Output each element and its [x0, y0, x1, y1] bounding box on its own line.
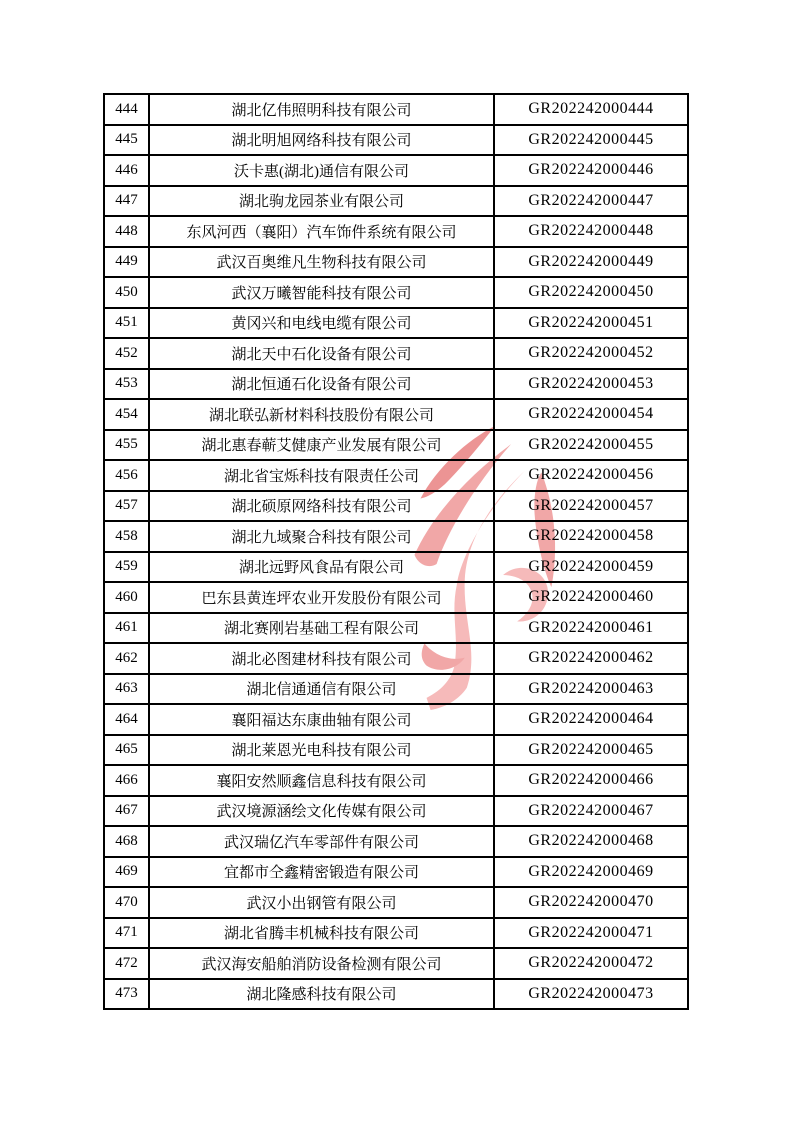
table-row: [104, 582, 688, 613]
certificate-code: GR202242000451: [494, 308, 688, 339]
certificate-code: GR202242000461: [494, 613, 688, 644]
table-row: [104, 277, 688, 308]
row-serial-number: 445: [104, 125, 149, 156]
row-serial-number: 463: [104, 674, 149, 705]
row-serial-number: 457: [104, 491, 149, 522]
row-serial-number: 473: [104, 979, 149, 1010]
company-name: 武汉海安船舶消防设备检测有限公司: [149, 948, 494, 979]
row-serial-number: 452: [104, 338, 149, 369]
row-serial-number: 470: [104, 887, 149, 918]
certificate-code: GR202242000454: [494, 399, 688, 430]
row-serial-number: 464: [104, 704, 149, 735]
company-name: 湖北省宝烁科技有限责任公司: [149, 460, 494, 491]
company-name: 湖北赛刚岩基础工程有限公司: [149, 613, 494, 644]
certificate-code: GR202242000450: [494, 277, 688, 308]
company-name: 湖北硕原网络科技有限公司: [149, 491, 494, 522]
company-name: 湖北必图建材科技有限公司: [149, 643, 494, 674]
company-name: 巴东县黄连坪农业开发股份有限公司: [149, 582, 494, 613]
certificate-code: GR202242000463: [494, 674, 688, 705]
certificate-code: GR202242000466: [494, 765, 688, 796]
table-row: [104, 796, 688, 827]
certificate-code: GR202242000470: [494, 887, 688, 918]
row-serial-number: 447: [104, 186, 149, 217]
row-serial-number: 459: [104, 552, 149, 583]
company-name: 湖北驹龙园茶业有限公司: [149, 186, 494, 217]
certificate-code: GR202242000444: [494, 94, 688, 125]
table-row: [104, 704, 688, 735]
company-name: 湖北恒通石化设备有限公司: [149, 369, 494, 400]
table-row: [104, 613, 688, 644]
table-row: [104, 948, 688, 979]
row-serial-number: 460: [104, 582, 149, 613]
row-serial-number: 453: [104, 369, 149, 400]
certificate-code: GR202242000453: [494, 369, 688, 400]
company-name: 湖北莱恩光电科技有限公司: [149, 735, 494, 766]
certificate-code: GR202242000472: [494, 948, 688, 979]
company-name: 黄冈兴和电线电缆有限公司: [149, 308, 494, 339]
company-name: 东风河西（襄阳）汽车饰件系统有限公司: [149, 216, 494, 247]
company-name: 武汉境源涵绘文化传媒有限公司: [149, 796, 494, 827]
certificate-code: GR202242000464: [494, 704, 688, 735]
certificate-code: GR202242000459: [494, 552, 688, 583]
company-name: 湖北惠春蕲艾健康产业发展有限公司: [149, 430, 494, 461]
row-serial-number: 455: [104, 430, 149, 461]
certificate-code: GR202242000465: [494, 735, 688, 766]
company-name: 武汉万曦智能科技有限公司: [149, 277, 494, 308]
company-name: 宜都市仝鑫精密锻造有限公司: [149, 857, 494, 888]
table-row: [104, 857, 688, 888]
certificate-table: [103, 93, 689, 1010]
table-row: [104, 338, 688, 369]
company-name: 湖北远野风食品有限公司: [149, 552, 494, 583]
table-row: [104, 887, 688, 918]
table-row: [104, 399, 688, 430]
table-row: [104, 460, 688, 491]
company-name: 湖北联弘新材料科技股份有限公司: [149, 399, 494, 430]
table-row: [104, 247, 688, 278]
table-row: [104, 216, 688, 247]
row-serial-number: 462: [104, 643, 149, 674]
table-row: [104, 308, 688, 339]
company-name: 襄阳安然顺鑫信息科技有限公司: [149, 765, 494, 796]
table-row: [104, 552, 688, 583]
company-name: 武汉小出钢管有限公司: [149, 887, 494, 918]
table-row: [104, 735, 688, 766]
certificate-code: GR202242000462: [494, 643, 688, 674]
table-row: [104, 643, 688, 674]
row-serial-number: 466: [104, 765, 149, 796]
table-row: [104, 491, 688, 522]
certificate-code: GR202242000471: [494, 918, 688, 949]
company-name: 湖北天中石化设备有限公司: [149, 338, 494, 369]
row-serial-number: 454: [104, 399, 149, 430]
certificate-code: GR202242000473: [494, 979, 688, 1010]
company-name: 湖北省腾丰机械科技有限公司: [149, 918, 494, 949]
table-row: [104, 186, 688, 217]
company-name: 湖北信通通信有限公司: [149, 674, 494, 705]
row-serial-number: 461: [104, 613, 149, 644]
table-row: [104, 826, 688, 857]
row-serial-number: 471: [104, 918, 149, 949]
certificate-code: GR202242000448: [494, 216, 688, 247]
row-serial-number: 444: [104, 94, 149, 125]
row-serial-number: 449: [104, 247, 149, 278]
table-row: [104, 674, 688, 705]
certificate-code: GR202242000456: [494, 460, 688, 491]
certificate-code: GR202242000446: [494, 155, 688, 186]
certificate-code: GR202242000460: [494, 582, 688, 613]
company-name: 湖北亿伟照明科技有限公司: [149, 94, 494, 125]
company-name: 湖北明旭网络科技有限公司: [149, 125, 494, 156]
row-serial-number: 446: [104, 155, 149, 186]
certificate-code: GR202242000469: [494, 857, 688, 888]
company-name: 沃卡惠(湖北)通信有限公司: [149, 155, 494, 186]
table-row: [104, 521, 688, 552]
certificate-code: GR202242000447: [494, 186, 688, 217]
row-serial-number: 448: [104, 216, 149, 247]
table-row: [104, 430, 688, 461]
company-name: 襄阳福达东康曲轴有限公司: [149, 704, 494, 735]
table-row: [104, 155, 688, 186]
row-serial-number: 450: [104, 277, 149, 308]
certificate-code: GR202242000445: [494, 125, 688, 156]
table-row: [104, 765, 688, 796]
row-serial-number: 465: [104, 735, 149, 766]
company-name: 武汉百奥维凡生物科技有限公司: [149, 247, 494, 278]
row-serial-number: 458: [104, 521, 149, 552]
table-row: [104, 979, 688, 1010]
certificate-code: GR202242000455: [494, 430, 688, 461]
company-name: 湖北九域聚合科技有限公司: [149, 521, 494, 552]
table-row: [104, 125, 688, 156]
certificate-code: GR202242000468: [494, 826, 688, 857]
table-row: [104, 369, 688, 400]
row-serial-number: 451: [104, 308, 149, 339]
certificate-code: GR202242000452: [494, 338, 688, 369]
row-serial-number: 456: [104, 460, 149, 491]
company-name: 武汉瑞亿汽车零部件有限公司: [149, 826, 494, 857]
row-serial-number: 467: [104, 796, 149, 827]
company-name: 湖北隆感科技有限公司: [149, 979, 494, 1010]
table-row: [104, 918, 688, 949]
certificate-code: GR202242000457: [494, 491, 688, 522]
row-serial-number: 468: [104, 826, 149, 857]
certificate-code: GR202242000467: [494, 796, 688, 827]
row-serial-number: 469: [104, 857, 149, 888]
table-row: [104, 94, 688, 125]
table-body: [104, 94, 688, 1009]
certificate-code: GR202242000449: [494, 247, 688, 278]
certificate-code: GR202242000458: [494, 521, 688, 552]
row-serial-number: 472: [104, 948, 149, 979]
